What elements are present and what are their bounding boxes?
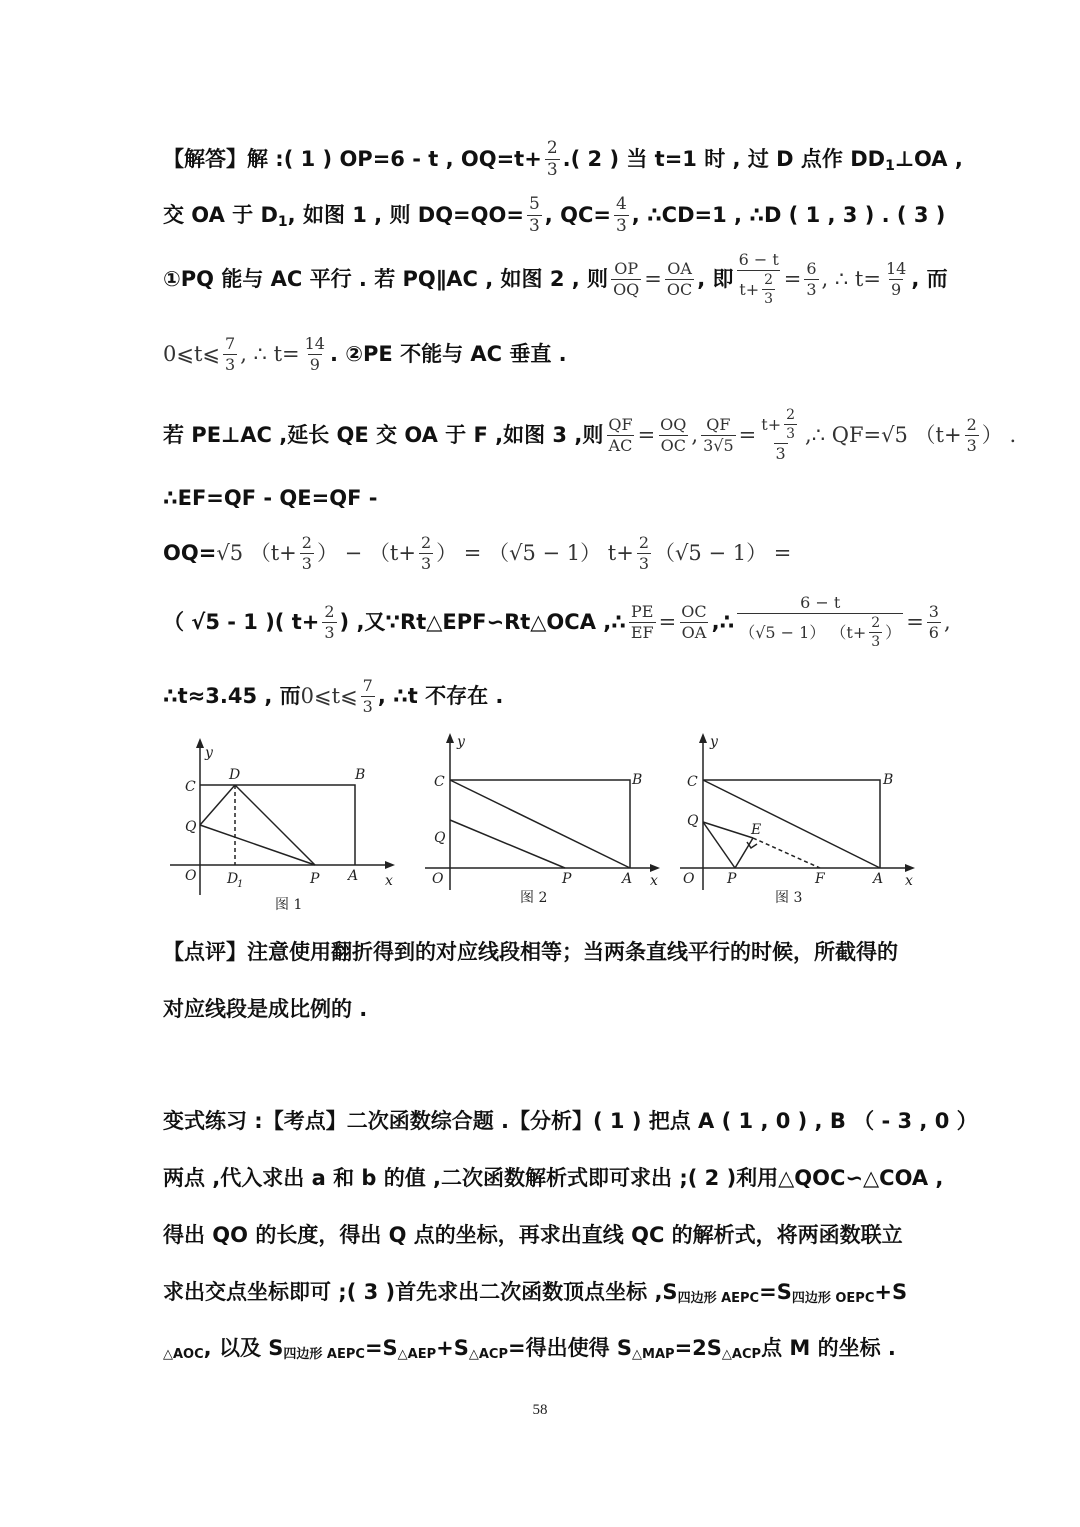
svg-text:O: O (432, 871, 444, 887)
fraction-2-3: $\frac{2}{3}$ (638, 533, 650, 573)
svg-text:x: x (905, 873, 913, 889)
inequality: 0⩽t⩽ (163, 342, 220, 366)
fraction-2-3: $\frac{2}{3}$ (546, 138, 558, 180)
fraction-2-3: $\frac{2}{3}$ (420, 533, 432, 573)
solution-line-1 (163, 140, 963, 179)
fraction-14-9: $\frac{14}{9}$ (885, 258, 907, 299)
svg-text:y: y (710, 734, 718, 750)
equals: = (658, 609, 677, 634)
text: ） − （t+ (316, 541, 416, 565)
fraction-op-oq: $\frac{OP}{OQ}$ (613, 258, 640, 299)
text: , 如图 1 , 则 DQ=QO= (287, 203, 524, 227)
fraction-oq-oc: $\frac{OQ}{OC}$ (660, 414, 687, 455)
text: （√5 − 1） = (654, 541, 792, 565)
text: 点 M 的坐标 . (761, 1336, 896, 1360)
variant-line-5 (163, 1336, 896, 1362)
text: , ∴ t= (240, 342, 300, 366)
text: 对应线段是成比例的 . (163, 997, 368, 1021)
figure-3 (675, 730, 920, 910)
text: , ∴ t= (821, 266, 881, 291)
subscript: 四边形 OEPC (791, 1291, 875, 1306)
subscript: △ACP (721, 1347, 762, 1362)
svg-text:B: B (883, 772, 894, 788)
solution-line-6 (163, 488, 377, 509)
subscript: △MAP (632, 1347, 675, 1362)
text: , 而 (911, 266, 948, 291)
svg-text:图 2: 图 2 (520, 890, 548, 906)
svg-text:y: y (457, 734, 465, 750)
text: , ∴t 不存在 . (377, 684, 504, 708)
text: ,∴ (711, 609, 735, 634)
fraction-big: 6 − t （√5 − 1） （t+ $\frac{2}{3}$ ） (739, 593, 902, 650)
subscript: △ACP (468, 1347, 509, 1362)
solution-line-7 (163, 535, 791, 572)
text: ） = （√5 − 1） t+ (436, 541, 634, 565)
svg-text:O: O (185, 868, 197, 884)
svg-text:A: A (348, 868, 359, 884)
fraction-2-3: $\frac{2}{3}$ (324, 601, 335, 642)
text: , 以及 S (203, 1336, 284, 1360)
page-number: 58 (532, 1402, 548, 1418)
svg-text:E: E (751, 822, 762, 838)
text: .( 2 ) 当 t=1 时 , 过 D 点作 DD (562, 147, 886, 171)
variant-line-1 (163, 1111, 978, 1132)
text: 变式练习 :【考点】二次函数综合题 .【分析】( 1 ) 把点 A ( 1 , 0 ) , B （ - 3 , 0 ） (163, 1109, 978, 1133)
solution-line-8: （ √5 - 1 )( t+ $\frac{2}{3}$ ) ,又∵Rt△EPF∽Rt△OCA ,∴ $\frac{PE}{EF}$ = $\frac{OC}{OA}$ ,∴ 6 − t （√5 − 1） （t+ $\frac{2}{3}$ ） = $\frac{3}{6}$ , (163, 593, 951, 650)
fraction-qf-3root5: $\frac{QF}{3√5}$ (703, 414, 734, 455)
text: =S (759, 1280, 792, 1304)
text: ,∴ QF=√5 （t+ (805, 422, 962, 447)
text: 求出交点坐标即可 ;( 3 )首先求出二次函数顶点坐标 ,S (163, 1280, 678, 1304)
svg-text:x: x (650, 873, 658, 889)
subscript: △AOC (163, 1347, 204, 1362)
svg-text:B: B (632, 772, 643, 788)
equals: = (738, 422, 757, 447)
equals: = (644, 266, 662, 291)
svg-text:P: P (562, 871, 572, 887)
fraction-pe-ef: $\frac{PE}{EF}$ (630, 601, 654, 642)
fraction-7-3: $\frac{7}{3}$ (362, 676, 373, 716)
text: 【解答】解 :( 1 ) OP=6 - t , OQ=t+ (163, 147, 542, 171)
figure-1 (165, 735, 400, 915)
solution-line-3 (163, 252, 948, 306)
text: . ②PE 不能与 AC 垂直 . (329, 342, 567, 366)
svg-text:B: B (355, 767, 366, 783)
svg-text:图 3: 图 3 (775, 890, 803, 906)
solution-line-4 (163, 336, 567, 373)
fraction-6-3: $\frac{6}{3}$ (806, 258, 817, 299)
text: , QC= (544, 203, 611, 227)
svg-text:Q: Q (687, 813, 699, 829)
text: , 即 (697, 266, 734, 291)
fraction-4-3: $\frac{4}{3}$ (615, 194, 627, 236)
subscript: 四边形 AEPC (283, 1347, 365, 1362)
svg-text:F: F (815, 871, 825, 887)
variant-line-3 (163, 1225, 903, 1246)
text: 若 PE⊥AC ,延长 QE 交 OA 于 F ,如图 3 ,则 (163, 422, 604, 447)
fraction-oc-oa: $\frac{OC}{OA}$ (681, 601, 707, 642)
text: √5 （t+ (216, 541, 297, 565)
svg-text:C: C (687, 774, 698, 790)
text: ∴t≈3.45 , 而 (163, 684, 301, 708)
text: +S (874, 1280, 908, 1304)
subscript: △AEP (397, 1347, 437, 1362)
fraction-7-3: $\frac{7}{3}$ (225, 334, 236, 374)
svg-text:P: P (310, 871, 320, 887)
fraction-3-6: $\frac{3}{6}$ (928, 601, 939, 642)
text: ⊥OA , (894, 147, 963, 171)
subscript: 四边形 AEPC (677, 1291, 760, 1306)
fraction-2-3: $\frac{2}{3}$ (966, 414, 977, 455)
variant-line-2 (163, 1168, 943, 1189)
solution-line-9 (163, 678, 503, 715)
fraction-oa-oc: $\frac{OA}{OC}$ (666, 258, 693, 299)
solution-line-2 (163, 196, 945, 235)
text: ①PQ 能与 AC 平行 . 若 PQ∥AC , 如图 2 , 则 (163, 266, 609, 291)
svg-text:O: O (683, 871, 695, 887)
fraction-qf-ac: $\frac{QF}{AC}$ (608, 414, 633, 455)
text: （ √5 - 1 )( t+ (163, 609, 320, 634)
svg-text:1: 1 (237, 879, 244, 890)
svg-text:x: x (385, 873, 393, 889)
figure-2 (420, 730, 665, 910)
fraction-t-plus: t+ $\frac{2}{3}$ 3 (761, 407, 796, 463)
text: ) ,又∵Rt△EPF∽Rt△OCA ,∴ (339, 609, 626, 634)
equals: = (637, 422, 656, 447)
equals: = (783, 266, 802, 291)
svg-text:C: C (185, 779, 196, 795)
text: 交 OA 于 D (163, 203, 278, 227)
fraction-14-9: $\frac{14}{9}$ (304, 334, 325, 374)
text: =得出使得 S (508, 1336, 633, 1360)
text: OQ= (163, 541, 217, 565)
inequality: 0⩽t⩽ (300, 684, 358, 708)
svg-text:图 1: 图 1 (275, 897, 303, 913)
text: ∴EF=QF - QE=QF - (163, 486, 378, 510)
text: , ∴CD=1 , ∴D ( 1 , 3 ) . ( 3 ) (631, 203, 946, 227)
solution-line-5: 若 PE⊥AC ,延长 QE 交 OA 于 F ,如图 3 ,则 $\frac{QF}{AC}$ = $\frac{OQ}{OC}$ , $\frac{QF}{3√5}$ = t+ $\frac{2}{3}$ 3 ,∴ QF=√5 （t+ $\frac{2}{3}$ ） . (163, 407, 1017, 463)
svg-text:A: A (622, 871, 633, 887)
svg-text:D: D (227, 871, 239, 887)
text: ） . (981, 422, 1017, 447)
text: +S (436, 1336, 469, 1360)
subscript: 1 (277, 213, 288, 230)
equals: = (906, 609, 924, 634)
svg-text:y: y (205, 745, 213, 761)
fraction-5-3: $\frac{5}{3}$ (528, 194, 540, 236)
svg-text:D: D (229, 767, 241, 783)
fraction-6-minus-t: 6 − t t+ $\frac{2}{3}$ (738, 250, 779, 307)
svg-text:C: C (434, 774, 445, 790)
fraction-2-3: $\frac{2}{3}$ (301, 533, 312, 573)
text: =S (364, 1336, 398, 1360)
svg-text:A: A (873, 871, 884, 887)
subscript: 1 (885, 157, 895, 174)
comment-line-1 (163, 942, 898, 963)
svg-text:Q: Q (185, 819, 197, 835)
text: 两点 ,代入求出 a 和 b 的值 ,二次函数解析式即可求出 ;( 2 )利用△QOC∽△COA , (163, 1166, 944, 1190)
variant-line-4 (163, 1280, 908, 1306)
rectangle-oabc (200, 785, 355, 865)
comment-line-2 (163, 999, 367, 1020)
svg-text:P: P (727, 871, 737, 887)
text: 得出 QO 的长度，得出 Q 点的坐标，再求出直线 QC 的解析式，将两函数联立 (163, 1223, 903, 1247)
text: 【点评】注意使用翻折得到的对应线段相等；当两条直线平行的时候，所截得的 (163, 940, 898, 964)
text: =2S (674, 1336, 722, 1360)
svg-text:Q: Q (434, 830, 446, 846)
